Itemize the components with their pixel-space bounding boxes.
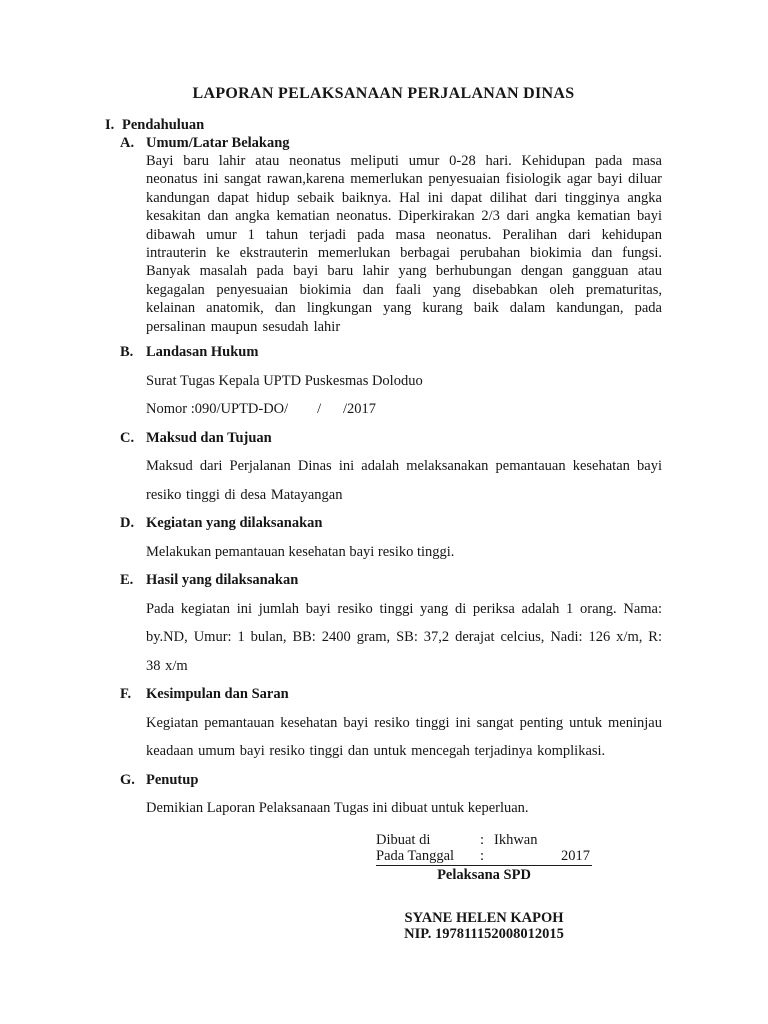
section-body	[146, 794, 662, 823]
made-at-value: Ikhwan	[494, 831, 538, 848]
section-heading-text: Penutup	[146, 771, 199, 788]
document-title: LAPORAN PELAKSANAAN PERJALANAN DINAS	[192, 85, 575, 102]
date-value: 2017	[561, 848, 590, 865]
made-at-colon: :	[480, 831, 485, 848]
section-body	[146, 367, 662, 424]
paragraph: Melakukan pemantauan kesehatan bayi resiko tinggi.	[146, 543, 455, 560]
section-body	[146, 538, 662, 567]
chapter-label: Pendahuluan	[122, 117, 205, 133]
paragraph: Maksud dari Perjalanan Dinas ini adalah melaksanakan pemantauan kesehatan bayi resiko tinggi di desa Matayangan	[146, 458, 662, 503]
signature-block	[376, 832, 592, 942]
section-body	[146, 152, 662, 336]
section-heading	[120, 424, 662, 453]
section-letter: B.	[120, 344, 134, 361]
chapter-heading	[105, 116, 662, 134]
paragraph: Pada kegiatan ini jumlah bayi resiko tinggi yang di periksa adalah 1 orang. Nama: by.ND, Umur: 1 bulan, BB: 2400 gram, SB: 37,2 derajat celcius, Nadi: 126 x/m, R: 38 x/m	[146, 600, 662, 674]
section-heading-text: Landasan Hukum	[146, 344, 259, 361]
signer-nip: NIP. 197811152008012015	[404, 925, 564, 942]
section-umum-latar-belakang	[120, 134, 662, 336]
section-letter: C.	[120, 429, 135, 446]
chapter-numeral: I.	[105, 117, 115, 133]
section-body	[146, 709, 662, 766]
section-heading-text: Kegiatan yang dilaksanakan	[146, 515, 323, 532]
signature-space	[376, 884, 592, 910]
paragraph: Kegiatan pemantauan kesehatan bayi resiko tinggi ini sangat penting untuk meninjau keadaan umum bayi resiko tinggi dan untuk mencegah terjadinya komplikasi.	[146, 714, 662, 760]
paragraph: Surat Tugas Kepala UPTD Puskesmas Doloduo	[146, 372, 423, 389]
made-at-label: Dibuat di	[376, 831, 431, 848]
section-letter: A.	[120, 135, 135, 151]
section-letter: D.	[120, 515, 135, 532]
paragraph: Bayi baru lahir atau neonatus meliputi umur 0-28 hari. Kehidupan pada masa neonatus ini sangat rawan,karena memerlukan penyesuaian fisiologik agar bayi diluar kandungan dapat hidup sebaik baiknya. Hal ini dapat dilihat dari tingginya angka kesakitan dan angka kematian neonatus. Diperkirakan 2/3 dari angka kematian bayi dibawah umur 1 tahun terjadi pada masa neonatus. Peralihan dari kehidupan intrauterin ke ekstrauterin memerlukan berbagai perubahan biokimia dan fungsi. Banyak masalah pada bayi baru lahir yang berhubungan dengan gangguan atau kegagalan penyesuaian biokimia dan faali yang disebabkan oleh prematuritas, kelainan anatomik, dan lingkungan yang kurang baik dalam kandungan, pada persalinan maupun sesudah lahir	[146, 153, 662, 335]
section-heading-text: Maksud dan Tujuan	[146, 429, 272, 446]
signer-name: SYANE HELEN KAPOH	[404, 909, 564, 926]
section-heading	[120, 338, 662, 367]
section-heading	[120, 509, 662, 538]
date-label: Pada Tanggal	[376, 848, 455, 865]
section-heading	[120, 566, 662, 595]
section-letter: G.	[120, 771, 135, 788]
section-heading	[120, 766, 662, 795]
section-penutup	[120, 766, 662, 823]
section-letter: E.	[120, 572, 134, 589]
paragraph: Nomor :090/UPTD-DO/ / /2017	[146, 401, 376, 418]
section-heading	[120, 680, 662, 709]
signature-date-row	[376, 848, 592, 866]
section-maksud-dan-tujuan	[120, 424, 662, 510]
section-heading-text: Umum/Latar Belakang	[146, 135, 290, 151]
signer-role: Pelaksana SPD	[437, 866, 531, 883]
section-kesimpulan-dan-saran	[120, 680, 662, 766]
section-landasan-hukum	[120, 338, 662, 424]
section-body	[146, 595, 662, 681]
date-colon: :	[480, 848, 485, 865]
section-hasil-yang-dilaksanakan	[120, 566, 662, 680]
section-letter: F.	[120, 686, 132, 703]
sections	[120, 134, 662, 823]
paragraph: Demikian Laporan Pelaksanaan Tugas ini dibuat untuk keperluan.	[146, 800, 529, 817]
section-body	[146, 452, 662, 509]
section-heading-text: Hasil yang dilaksanakan	[146, 572, 299, 589]
section-heading	[120, 134, 662, 152]
section-kegiatan-yang-dilaksanakan	[120, 509, 662, 566]
section-heading-text: Kesimpulan dan Saran	[146, 686, 289, 703]
signature-made-at-row	[376, 832, 592, 849]
